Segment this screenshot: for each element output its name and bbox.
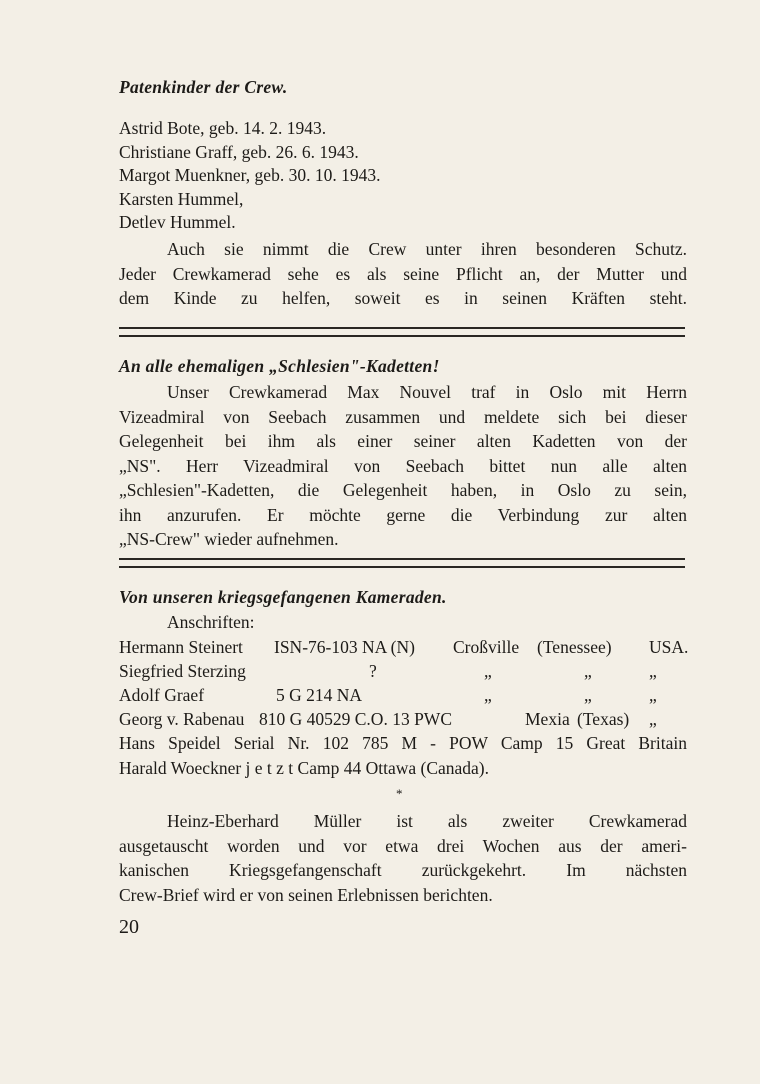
address-row: [119, 659, 687, 683]
paragraph-mueller: [119, 809, 687, 907]
child-entry: Margot Muenkner, geb. 30. 10. 1943.: [119, 165, 381, 185]
address-row: [119, 683, 687, 707]
address-number: ISN-76-103 NA (N): [274, 637, 415, 657]
address-country: „: [649, 709, 657, 729]
address-name: Siegfried Sterzing: [119, 661, 246, 681]
child-entry: Astrid Bote, geb. 14. 2. 1943.: [119, 118, 327, 138]
paragraph-line: Gelegenheit bei ihm als einer seiner alten Kadetten von der: [119, 431, 687, 451]
address-region: „: [584, 685, 592, 705]
address-number: 5 G 214 NA: [276, 685, 363, 705]
child-entry: Karsten Hummel,: [119, 188, 244, 209]
address-region: „: [584, 661, 592, 681]
address-row: [119, 635, 687, 659]
address-region: (Texas): [577, 709, 630, 729]
address-table: [119, 635, 687, 731]
child-entry: Detlev Hummel.: [119, 212, 236, 232]
address-country: „: [649, 661, 657, 681]
section-schlesien: [119, 355, 687, 379]
paragraph-godchildren: [119, 237, 687, 311]
heading-pow: Von unseren kriegsgefangenen Kameraden.: [119, 587, 447, 607]
paragraph-line: kanischen Kriegsgefangenschaft zurückgekehrt. Im nächsten: [119, 860, 687, 880]
address-row: [119, 707, 687, 731]
double-rule: [119, 327, 685, 337]
address-name: Hermann Steinert: [119, 637, 243, 657]
section-godchildren: [119, 76, 687, 100]
child-entry: Christiane Graff, geb. 26. 6. 1943.: [119, 141, 359, 162]
paragraph-line: „NS". Herr Vizeadmiral von Seebach bittet nun alle alten: [119, 455, 687, 476]
address-line: Harald Woeckner j e t z t Camp 44 Ottawa (Canada).: [119, 757, 490, 778]
address-camp: „: [484, 685, 492, 705]
paragraph-schlesien: [119, 380, 687, 552]
paragraph-line: „NS-Crew" wieder aufnehmen.: [119, 529, 339, 549]
address-country: USA.: [649, 637, 689, 657]
section-pow: [119, 586, 687, 610]
page-number: 20: [119, 916, 139, 938]
address-camp: Mexia: [525, 709, 570, 729]
paragraph-line: Crew-Brief wird er von seinen Erlebnissen berichten.: [119, 884, 493, 905]
address-name: Adolf Graef: [119, 685, 205, 705]
address-camp: „: [484, 661, 492, 681]
address-camp: Croßville: [453, 637, 520, 657]
address-number: ?: [369, 661, 377, 681]
address-line: Hans Speidel Serial Nr. 102 785 M - POW Camp 15 Great Britain: [119, 733, 687, 753]
heading-godchildren: Patenkinder der Crew.: [119, 77, 288, 97]
address-region: (Tenessee): [537, 637, 612, 657]
address-name: Georg v. Rabenau: [119, 709, 245, 729]
paragraph-line: Unser Crewkamerad Max Nouvel traf in Oslo mit Herrn: [167, 382, 687, 402]
paragraph-line: ihn anzurufen. Er möchte gerne die Verbindung zur alten: [119, 504, 687, 525]
paragraph-line: Jeder Crewkamerad sehe es als seine Pflicht an, der Mutter und: [119, 263, 687, 284]
paragraph-line: ausgetauscht worden und vor etwa drei Wochen aus der ameri-: [119, 835, 687, 856]
paragraph-line: Vizeadmiral von Seebach zusammen und meldete sich bei dieser: [119, 406, 687, 427]
address-number: 810 G 40529 C.O. 13 PWC: [259, 709, 452, 729]
separator-asterisk: *: [396, 786, 403, 801]
address-country: „: [649, 685, 657, 705]
double-rule: [119, 558, 685, 568]
heading-schlesien: An alle ehemaligen „Schlesien"-Kadetten!: [119, 356, 440, 376]
godchildren-list: [119, 117, 687, 235]
paragraph-line: dem Kinde zu helfen, soweit es in seinen Kräften steht.: [119, 288, 687, 308]
paragraph-line: „Schlesien"-Kadetten, die Gelegenheit haben, in Oslo zu sein,: [119, 480, 687, 500]
addresses-label: Anschriften:: [167, 612, 255, 632]
addresses-label-block: [119, 611, 687, 635]
address-lines: [119, 731, 687, 780]
paragraph-line: Auch sie nimmt die Crew unter ihren besonderen Schutz.: [167, 239, 687, 259]
paragraph-line: Heinz-Eberhard Müller ist als zweiter Crewkamerad: [167, 811, 687, 831]
